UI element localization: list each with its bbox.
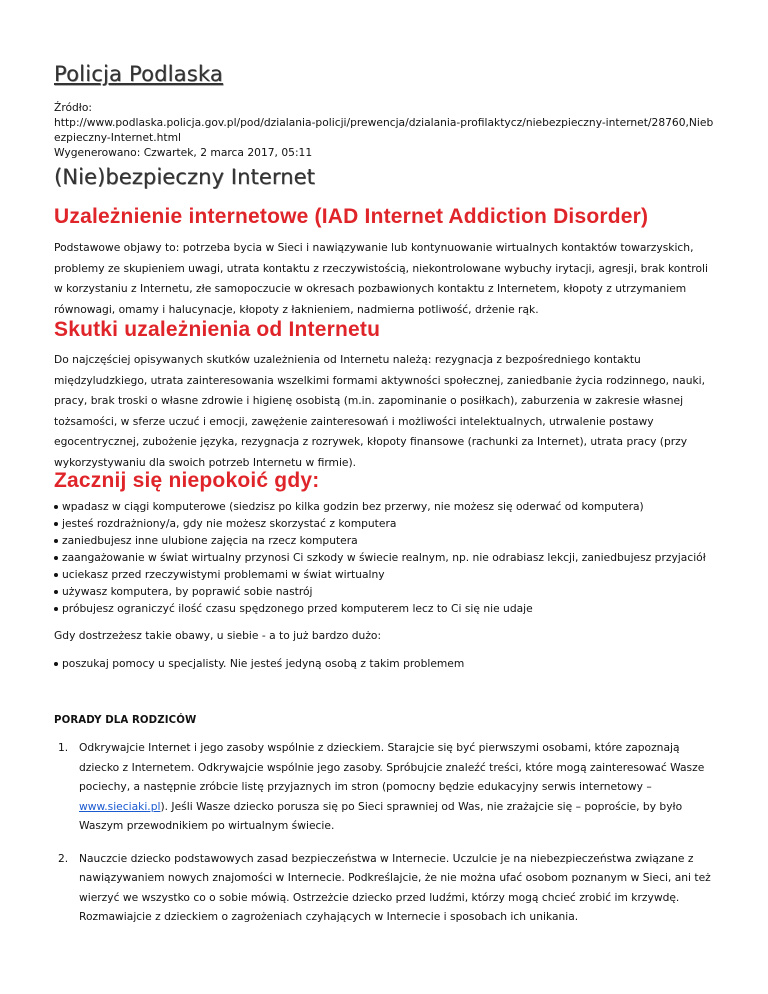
source-url: http://www.podlaska.policja.gov.pl/pod/dzialania-policji/prewencja/dzialania-profilaktycz/niebezpieczny-internet/28760,Niebezpieczny-Internet.html — [54, 116, 714, 144]
source-info — [54, 100, 716, 160]
parents-tips-list — [54, 738, 716, 940]
tip-text-end: ). Jeśli Wasze dziecko porusza się po Sieci sprawniej od Was, nie zrażajcie się – poproście, by było Waszym przewodnikiem po wirtualnym świecie. — [79, 799, 683, 832]
list-item: poszukaj pomocy u specjalisty. Nie jesteś jedyną osobą z takim problemem — [54, 655, 716, 672]
page-heading: (Nie)bezpieczny Internet — [54, 165, 315, 189]
list-item: uciekasz przed rzeczywistymi problemami w świat wirtualny — [54, 566, 716, 583]
list-item: używasz komputera, by poprawić sobie nastrój — [54, 583, 716, 600]
tip-item — [54, 849, 716, 927]
site-title: Policja Podlaska — [54, 62, 223, 86]
generated-date: Wygenerowano: Czwartek, 2 marca 2017, 05:11 — [54, 146, 313, 159]
section-heading-warning: Zacznij się niepokoić gdy: — [54, 469, 320, 492]
list-item: zaniedbujesz inne ulubione zajęcia na rzecz komputera — [54, 532, 716, 549]
paragraph-symptoms: Podstawowe objawy to: potrzeba bycia w Sieci i nawiązywanie lub kontynuowanie wirtualnych kontaktów towarzyskich, problemy ze skupieniem uwagi, utrata kontaktu z rzeczywistością, niekontrolowane wybuchy irytacji, agresji, brak kontroli w korzystaniu z Internetu, złe samopoczucie w okresach pozbawionych kontaktu z Internetem, kłopoty z utrzymaniem równowagi, omamy i halucynacje, kłopoty z łaknieniem, nadmierna potliwość, drżenie rąk. — [54, 241, 708, 316]
tip-text-start: Odkrywajcie Internet i jego zasoby wspólnie z dzieckiem. Starajcie się być pierwszymi osobami, które zapoznają dziecko z Internetem. Odkrywajcie wspólnie jego zasoby. Spróbujcie znaleźć treści, które mogą zainteresować Wasze pociechy, a następnie zróbcie listę przyjaznych im stron (pomocny będzie edukacyjny serwis internetowy – — [79, 741, 705, 793]
paragraph-effects: Do najczęściej opisywanych skutków uzależnienia od Internetu należą: rezygnacja z bezpośredniego kontaktu międzyludzkiego, utrata zainteresowania wszelkimi formami aktywności społecznej, zaniedbanie życia rodzinnego, nauki, pracy, brak troski o własne zdrowie i higienę osobistą (m.in. zapominanie o posiłkach), zaburzenia w zakresie własnej tożsamości, w sferze uczuć i emocji, zawężenie zainteresowań i możliwości intelektualnych, utrwalenie postawy egocentrycznej, zubożenie języka, rezygnacja z rozrywek, kłopoty finansowe (rachunki za Internet), utrata pracy (przy wykorzystywaniu dla swoich potrzeb Internetu w firmie). — [54, 353, 706, 469]
tip-number: 2. — [58, 851, 69, 865]
section-heading-addiction: Uzależnienie internetowe (IAD Internet Addiction Disorder) — [54, 205, 649, 228]
list-item: wpadasz w ciągi komputerowe (siedzisz po kilka godzin bez przerwy, nie możesz się oderwać od komputera) — [54, 498, 716, 515]
tip-item — [54, 738, 716, 836]
section-heading-effects: Skutki uzależnienia od Internetu — [54, 318, 381, 341]
list-item: zaangażowanie w świat wirtualny przynosi Ci szkody w świecie realnym, np. nie odrabiasz lekcji, zaniedbujesz przyjaciół — [54, 549, 716, 566]
sieciaki-link[interactable]: www.sieciaki.pl — [79, 799, 161, 813]
source-label: Źródło: — [54, 101, 92, 114]
list-item: próbujesz ograniczyć ilość czasu spędzonego przed komputerem lecz to Ci się nie udaje — [54, 600, 716, 617]
tip-text: Nauczcie dziecko podstawowych zasad bezpieczeństwa w Internecie. Uczulcie je na niebezpieczeństwa związane z nawiązywaniem nowych znajomości w Internecie. Podkreślajcie, że nie można ufać osobom poznanym w Sieci, ani też wierzyć we wszystko co o sobie mówią. Ostrzeżcie dziecko przed ludźmi, którzy mogą chcieć zrobić im krzywdę. Rozmawiajcie z dzieckiem o zagrożeniach czyhających w Internecie i sposobach ich unikania. — [79, 851, 711, 923]
parents-tips-heading: PORADY DLA RODZICÓW — [54, 715, 197, 726]
help-list — [54, 655, 716, 672]
list-item: jesteś rozdrażniony/a, gdy nie możesz skorzystać z komputera — [54, 515, 716, 532]
warning-list — [54, 498, 716, 617]
paragraph-concern: Gdy dostrzeżesz takie obawy, u siebie - a to już bardzo dużo: — [54, 629, 382, 642]
tip-number: 1. — [58, 741, 69, 754]
